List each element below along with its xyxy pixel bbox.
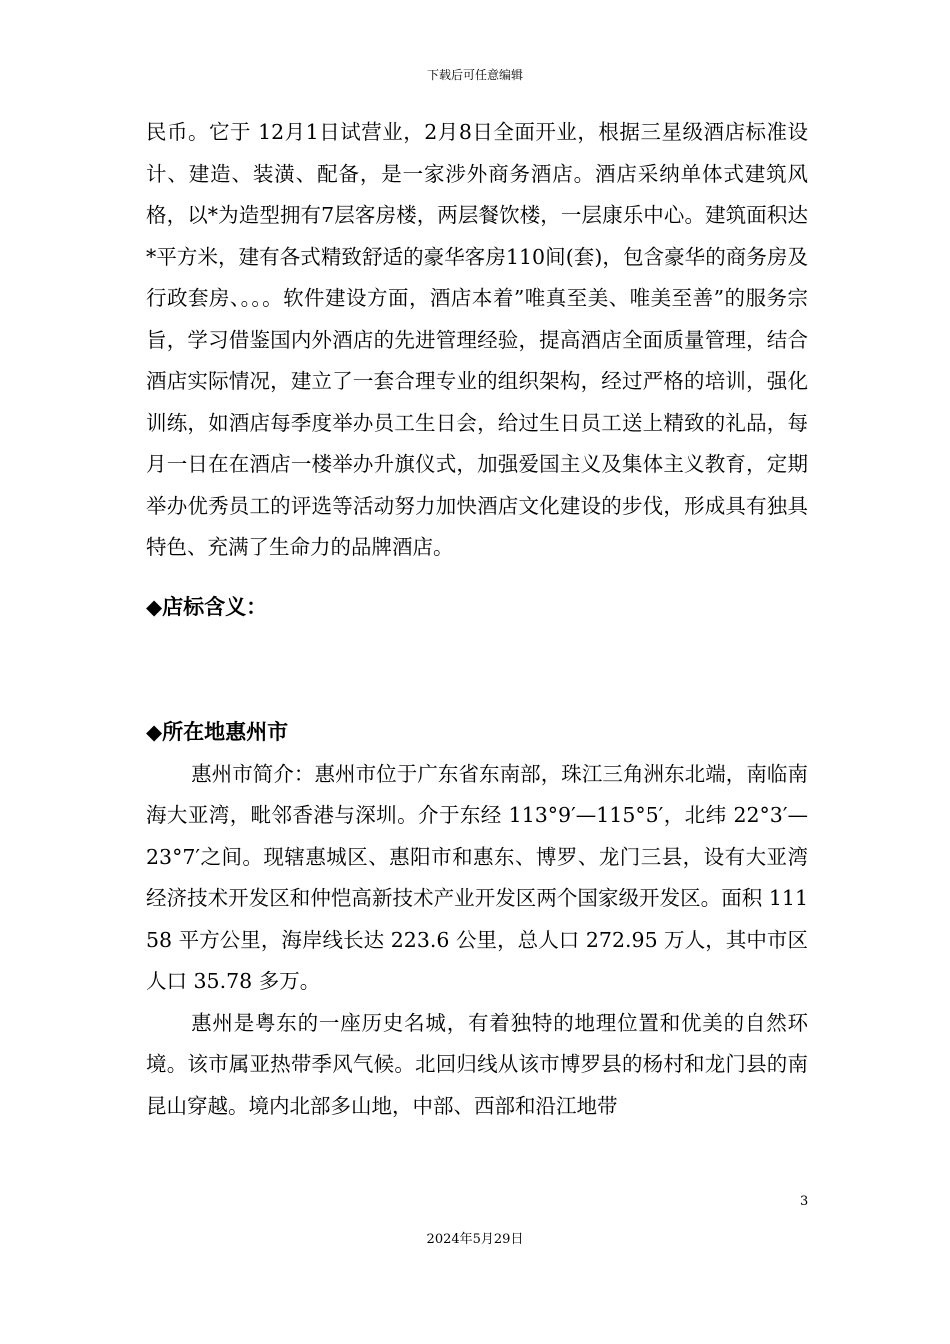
paragraph-huizhou-intro: 惠州市简介：惠州市位于广东省东南部，珠江三角洲东北端，南临南海大亚湾，毗邻香港与深圳。介于东经 113°9′—115°5′，北纬 22°3′—23°7′之间。现辖惠城区、惠阳市和惠东、博罗、龙门三县，设有大亚湾经济技术开发区和仲恺高新技术产业开发区两个国家级开发区。面积 11158 平方公里，海岸线长达 223.6 公里，总人口 272.95 万人，其中市区人口 35.78 多万。 bbox=[146, 761, 808, 993]
heading-logo-meaning: ◆店标含义： bbox=[146, 594, 268, 619]
page-footer-date: 2024年5月29日 bbox=[426, 1232, 524, 1247]
page-header: 下载后可任意编辑 bbox=[426, 68, 523, 82]
heading-huizhou: ◆所在地惠州市 bbox=[146, 720, 289, 744]
document-body bbox=[146, 112, 808, 1127]
paragraph-hotel-intro: 民币。它于 12月1日试营业，2月8日全面开业，根据三星级酒店标准设计、建造、装潢、配备，是一家涉外商务酒店。酒店采纳单体式建筑风格，以*为造型拥有7层客房楼，两层餐饮楼，一层康乐中心。建筑面积达*平方米，建有各式精致舒适的豪华客房110间(套)，包含豪华的商务房及行政套房、。。。软件建设方面，酒店本着”唯真至美、唯美至善”的服务宗旨，学习借鉴国内外酒店的先进管理经验，提高酒店全面质量管理，结合酒店实际情况，建立了一套合理专业的组织架构，经过严格的培训，强化训练，如酒店每季度举办员工生日会，给过生日员工送上精致的礼品，每月一日在在酒店一楼举办升旗仪式，加强爱国主义及集体主义教育，定期举办优秀员工的评选等活动努力加快酒店文化建设的步伐，形成具有独具特色、充满了生命力的品牌酒店。 bbox=[146, 120, 808, 559]
page-number: 3 bbox=[800, 1194, 809, 1209]
paragraph-huizhou-history: 惠州是粤东的一座历史名城，有着独特的地理位置和优美的自然环境。该市属亚热带季风气候。北回归线从该市博罗县的杨村和龙门县的南昆山穿越。境内北部多山地，中部、西部和沿江地带 bbox=[146, 1010, 808, 1118]
